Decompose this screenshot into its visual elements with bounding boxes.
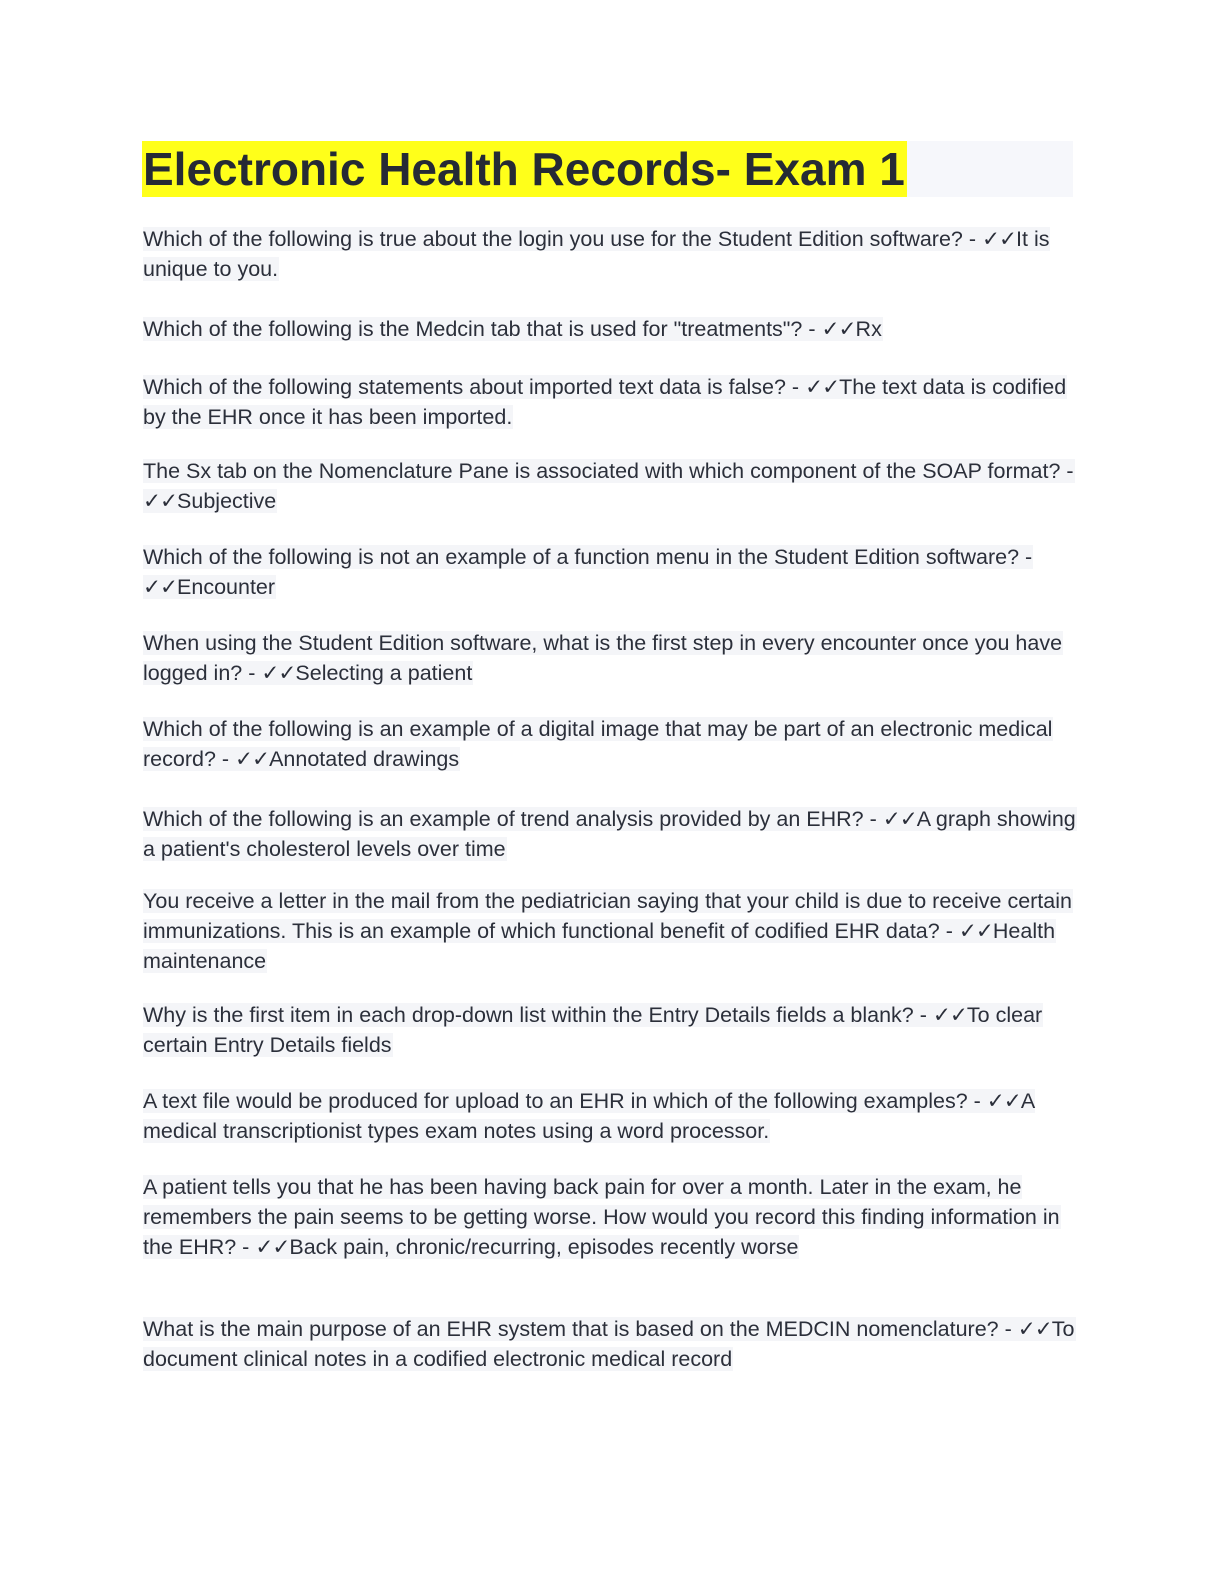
answer-text: Encounter [177,575,276,599]
qa-item-8 [143,804,1078,864]
qa-item-2 [143,314,1078,344]
answer-text: To clear certain Entry Details fields [143,1003,1043,1057]
qa-item-12 [143,1172,1078,1262]
qa-item-3 [143,372,1078,432]
check-mark-icon: ✓✓ [143,575,178,599]
qa-item-7 [143,714,1078,774]
qa-item-4 [143,456,1078,516]
question-text: Which of the following statements about imported text data is false? - [143,375,800,399]
question-text: What is the main purpose of an EHR system that is based on the MEDCIN nomenclature? - [143,1317,1012,1341]
check-mark-icon: ✓✓ [1017,1317,1052,1341]
qa-item-13 [143,1314,1078,1374]
check-mark-icon: ✓✓ [882,807,917,831]
document-title: Electronic Health Records- Exam 1 [143,143,905,195]
check-mark-icon: ✓✓ [958,919,993,943]
check-mark-icon: ✓✓ [235,747,270,771]
check-mark-icon: ✓✓ [255,1235,290,1259]
answer-text: Selecting a patient [295,661,473,685]
check-mark-icon: ✓✓ [932,1003,967,1027]
check-mark-icon: ✓✓ [986,1089,1021,1113]
question-text: Which of the following is an example of trend analysis provided by an EHR? - [143,807,877,831]
check-mark-icon: ✓✓ [982,227,1017,251]
answer-text: A graph showing a patient's cholesterol levels over time [143,807,1076,861]
qa-item-9 [143,886,1078,976]
question-text: Which of the following is not an example of a function menu in the Student Edition software? - [143,545,1033,569]
question-text: Why is the first item in each drop-down list within the Entry Details fields a blank? - [143,1003,927,1027]
answer-text: A medical transcriptionist types exam notes using a word processor. [143,1089,1034,1143]
question-text: Which of the following is an example of a digital image that may be part of an electronic medical record? - [143,717,1053,771]
question-text: A patient tells you that he has been having back pain for over a month. Later in the exam, he remembers the pain seems to be getting worse. How would you record this finding information in the EHR? - [143,1175,1060,1259]
answer-text: The text data is codified by the EHR once it has been imported. [143,375,1067,429]
qa-item-6 [143,628,1078,688]
qa-item-11 [143,1086,1078,1146]
answer-text: It is unique to you. [143,227,1050,281]
question-text: When using the Student Edition software, what is the first step in every encounter once you have logged in? - [143,631,1063,685]
question-text: A text file would be produced for upload to an EHR in which of the following examples? - [143,1089,981,1113]
answer-text: Annotated drawings [269,747,460,771]
check-mark-icon: ✓✓ [261,661,296,685]
qa-item-5 [143,542,1078,602]
question-text: The Sx tab on the Nomenclature Pane is associated with which component of the SOAP format? - [143,459,1074,483]
qa-item-10 [143,1000,1078,1060]
check-mark-icon: ✓✓ [821,317,856,341]
answer-text: To document clinical notes in a codified electronic medical record [143,1317,1075,1371]
question-text: Which of the following is true about the login you use for the Student Edition software? - [143,227,977,251]
answer-text: Subjective [177,489,277,513]
answer-text: Back pain, chronic/recurring, episodes recently worse [289,1235,799,1259]
answer-text: Health maintenance [143,919,1056,973]
check-mark-icon: ✓✓ [143,489,178,513]
check-mark-icon: ✓✓ [805,375,840,399]
qa-item-1 [143,224,1078,284]
answer-text: Rx [855,317,882,341]
question-text: Which of the following is the Medcin tab that is used for "treatments"? - [143,317,816,341]
question-text: You receive a letter in the mail from the pediatrician saying that your child is due to receive certain immunizations. This is an example of which functional benefit of codified EHR data? - [143,889,1072,943]
